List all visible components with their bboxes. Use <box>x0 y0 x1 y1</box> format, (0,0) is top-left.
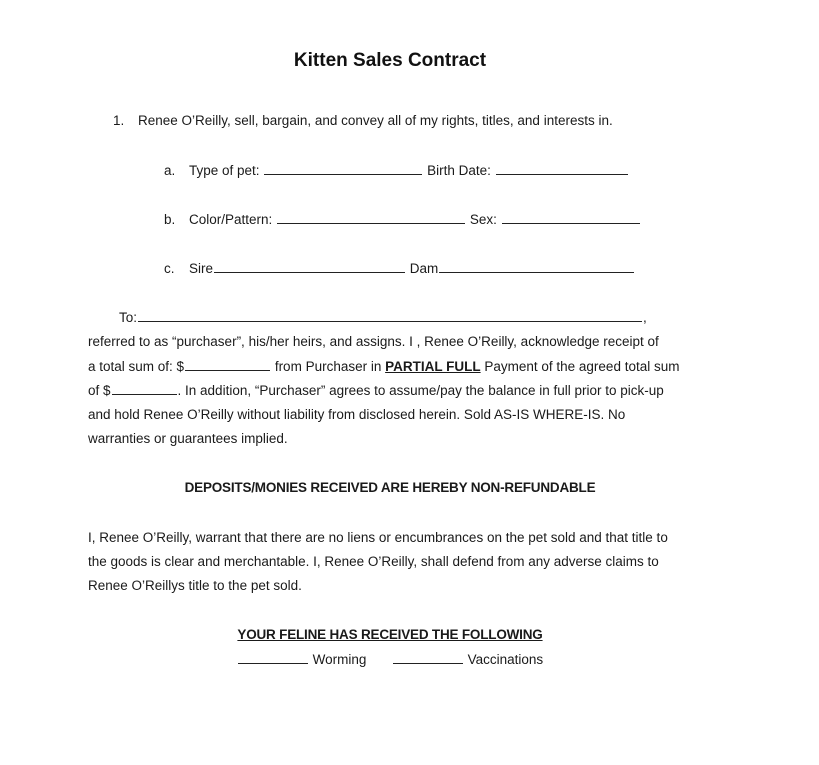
dam-label: Dam <box>409 261 439 276</box>
birth-date-label: Birth Date: <box>427 163 491 178</box>
type-of-pet-label: Type of pet: <box>189 163 260 178</box>
type-of-pet-blank[interactable] <box>264 162 422 175</box>
item-1-number: 1. <box>113 113 125 128</box>
sub-item-b <box>164 211 641 227</box>
paragraph-1-line-4: and hold Renee O’Reilly without liability from disclosed herein. Sold AS-IS WHERE-IS. No <box>88 407 626 422</box>
birth-date-blank[interactable] <box>496 162 628 175</box>
agreed-sum-blank[interactable] <box>112 382 177 395</box>
agreed-sum-label: of $ <box>88 383 111 398</box>
feline-received-heading: YOUR FELINE HAS RECEIVED THE FOLLOWING <box>237 627 543 642</box>
paragraph-2-line-3: Renee O’Reillys title to the pet sold. <box>88 578 302 593</box>
sub-item-c <box>164 260 635 276</box>
sire-label: Sire <box>189 261 214 276</box>
to-label: To: <box>119 310 138 325</box>
item-1 <box>113 113 613 128</box>
item-1-text: Renee O’Reilly, sell, bargain, and convey all of my rights, titles, and interests in. <box>138 113 613 128</box>
paragraph-2-line-1: I, Renee O’Reilly, warrant that there are no liens or encumbrances on the pet sold and that title to <box>88 530 668 545</box>
color-pattern-blank[interactable] <box>277 211 465 224</box>
sex-blank[interactable] <box>502 211 640 224</box>
worming-blank[interactable] <box>238 651 308 664</box>
vaccinations-label: Vaccinations <box>467 652 544 667</box>
total-sum-label: a total sum of: $ <box>88 359 185 374</box>
color-pattern-label: Color/Pattern: <box>189 212 273 227</box>
sub-item-c-letter: c. <box>164 261 175 276</box>
vaccinations-blank[interactable] <box>393 651 463 664</box>
dam-blank[interactable] <box>439 260 634 273</box>
to-line <box>119 309 647 325</box>
sire-blank[interactable] <box>214 260 405 273</box>
sex-label: Sex: <box>469 212 497 227</box>
worming-label: Worming <box>312 652 367 667</box>
paragraph-1-line-2 <box>88 358 679 374</box>
document-title: Kitten Sales Contract <box>293 50 487 71</box>
paragraph-2-line-2: the goods is clear and merchantable. I, Renee O’Reilly, shall defend from any adverse claims to <box>88 554 659 569</box>
partial-full-option[interactable]: PARTIAL FULL <box>385 359 481 374</box>
sub-item-a <box>164 162 629 178</box>
balance-text: . In addition, “Purchaser” agrees to assume/pay the balance in full prior to pick-up <box>177 383 664 398</box>
sub-item-a-letter: a. <box>164 163 176 178</box>
received-line <box>0 651 780 667</box>
sub-item-b-letter: b. <box>164 212 176 227</box>
from-purchaser-text: from Purchaser in <box>271 359 386 374</box>
paragraph-1-line-1: referred to as “purchaser”, his/her heirs, and assigns. I , Renee O’Reilly, acknowledge receipt of <box>88 334 659 349</box>
total-sum-blank[interactable] <box>185 358 270 371</box>
non-refundable-notice: DEPOSITS/MONIES RECEIVED ARE HEREBY NON-REFUNDABLE <box>184 480 596 495</box>
paragraph-1-line-3 <box>88 382 664 398</box>
agreed-total-text: Payment of the agreed total sum <box>480 359 680 374</box>
purchaser-name-blank[interactable] <box>138 309 642 322</box>
paragraph-1-line-5: warranties or guarantees implied. <box>88 431 288 446</box>
to-comma: , <box>643 310 647 325</box>
